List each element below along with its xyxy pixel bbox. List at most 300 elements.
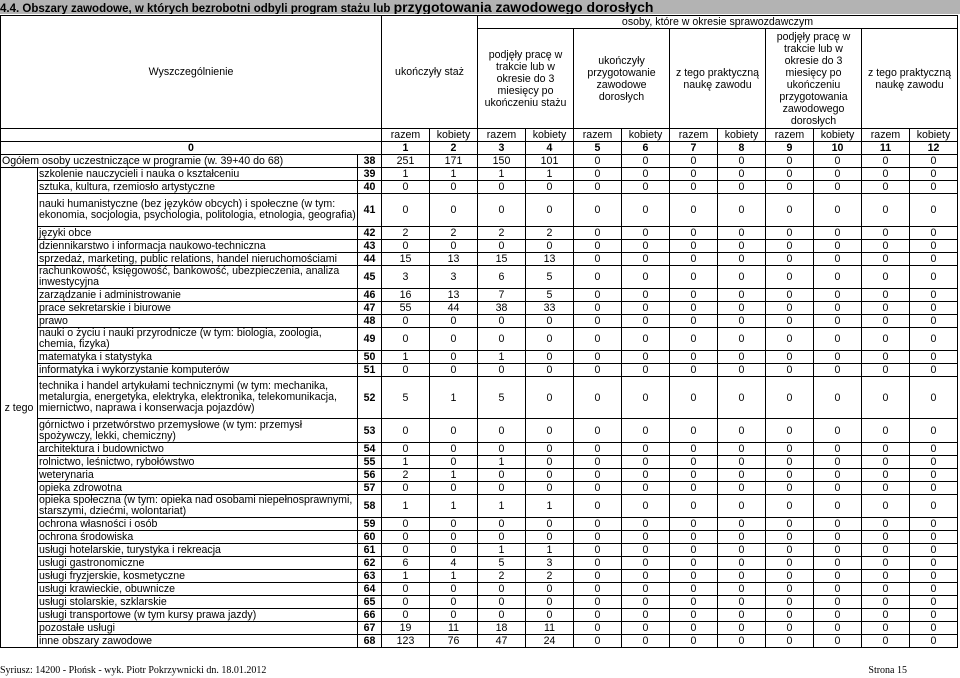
cell-value: 0 xyxy=(862,622,910,635)
cell-value: 0 xyxy=(910,155,958,168)
cell-value: 0 xyxy=(574,351,622,364)
table-row xyxy=(1,622,958,635)
cell-value: 0 xyxy=(478,419,526,443)
cell-value: 0 xyxy=(862,482,910,495)
row-label: ochrona środowiska xyxy=(38,531,358,544)
cell-value: 0 xyxy=(526,531,574,544)
cell-value: 3 xyxy=(382,266,430,289)
header-wyszczegolnienie: Wyszczególnienie xyxy=(1,16,382,129)
cell-value: 0 xyxy=(574,583,622,596)
cell-value: 0 xyxy=(526,456,574,469)
cell-value: 2 xyxy=(526,227,574,240)
header-group-3: ukończyły przygotowanie zawodowe dorosłych xyxy=(574,29,670,129)
cell-value: 101 xyxy=(526,155,574,168)
cell-value: 0 xyxy=(670,544,718,557)
cell-value: 0 xyxy=(718,557,766,570)
cell-value: 0 xyxy=(862,328,910,351)
cell-value: 0 xyxy=(718,609,766,622)
cell-value: 0 xyxy=(766,635,814,648)
cell-value: 0 xyxy=(718,482,766,495)
cell-value: 1 xyxy=(382,570,430,583)
header-group-6: z tego praktyczną naukę zawodu xyxy=(862,29,958,129)
cell-value: 0 xyxy=(574,168,622,181)
row-label: matematyka i statystyka xyxy=(38,351,358,364)
cell-value: 0 xyxy=(814,155,862,168)
cell-value: 1 xyxy=(478,544,526,557)
cell-value: 0 xyxy=(910,583,958,596)
table-row xyxy=(1,570,958,583)
row-number: 46 xyxy=(358,289,382,302)
cell-value: 0 xyxy=(718,635,766,648)
col-index-5: 5 xyxy=(574,142,622,155)
row-number: 38 xyxy=(358,155,382,168)
row-number: 60 xyxy=(358,531,382,544)
cell-value: 0 xyxy=(766,419,814,443)
cell-value: 0 xyxy=(814,168,862,181)
cell-value: 44 xyxy=(430,302,478,315)
cell-value: 19 xyxy=(382,622,430,635)
cell-value: 0 xyxy=(622,289,670,302)
cell-value: 0 xyxy=(910,377,958,419)
cell-value: 0 xyxy=(622,531,670,544)
cell-value: 0 xyxy=(670,253,718,266)
table-row xyxy=(1,315,958,328)
cell-value: 0 xyxy=(862,155,910,168)
row-number: 43 xyxy=(358,240,382,253)
row-label: opieka zdrowotna xyxy=(38,482,358,495)
cell-value: 0 xyxy=(766,351,814,364)
cell-value: 0 xyxy=(574,596,622,609)
cell-value: 0 xyxy=(526,583,574,596)
cell-value: 7 xyxy=(478,289,526,302)
cell-value: 0 xyxy=(574,302,622,315)
cell-value: 0 xyxy=(382,419,430,443)
row-number: 48 xyxy=(358,315,382,328)
cell-value: 11 xyxy=(430,622,478,635)
cell-value: 0 xyxy=(382,609,430,622)
subheader-kobiety: kobiety xyxy=(910,129,958,142)
cell-value: 0 xyxy=(574,315,622,328)
cell-value: 0 xyxy=(814,227,862,240)
col-index-10: 10 xyxy=(814,142,862,155)
subheader-kobiety: kobiety xyxy=(526,129,574,142)
cell-value: 13 xyxy=(430,289,478,302)
cell-value: 0 xyxy=(574,181,622,194)
row-label: sprzedaż, marketing, public relations, handel nieruchomościami xyxy=(38,253,358,266)
table-row xyxy=(1,596,958,609)
row-label: prace sekretarskie i biurowe xyxy=(38,302,358,315)
cell-value: 0 xyxy=(574,469,622,482)
cell-value: 38 xyxy=(478,302,526,315)
cell-value: 0 xyxy=(862,227,910,240)
cell-value: 0 xyxy=(718,315,766,328)
cell-value: 0 xyxy=(718,469,766,482)
cell-value: 0 xyxy=(910,315,958,328)
cell-value: 2 xyxy=(478,570,526,583)
cell-value: 0 xyxy=(622,227,670,240)
cell-value: 0 xyxy=(718,302,766,315)
cell-value: 0 xyxy=(766,570,814,583)
cell-value: 0 xyxy=(910,351,958,364)
cell-value: 0 xyxy=(718,596,766,609)
row-label: usługi transportowe (w tym kursy prawa jazdy) xyxy=(38,609,358,622)
cell-value: 251 xyxy=(382,155,430,168)
cell-value: 0 xyxy=(718,419,766,443)
cell-value: 0 xyxy=(574,289,622,302)
cell-value: 0 xyxy=(766,377,814,419)
col-index-11: 11 xyxy=(862,142,910,155)
cell-value: 0 xyxy=(622,456,670,469)
cell-value: 0 xyxy=(622,443,670,456)
table-row xyxy=(1,240,958,253)
col-index-0: 0 xyxy=(1,142,382,155)
cell-value: 0 xyxy=(526,482,574,495)
cell-value: 24 xyxy=(526,635,574,648)
cell-value: 0 xyxy=(526,518,574,531)
cell-value: 1 xyxy=(478,456,526,469)
row-label: rachunkowość, księgowość, bankowość, ubezpieczenia, analiza inwestycyjna xyxy=(38,266,358,289)
cell-value: 1 xyxy=(526,495,574,518)
col-index-7: 7 xyxy=(670,142,718,155)
cell-value: 1 xyxy=(430,495,478,518)
cell-value: 0 xyxy=(526,596,574,609)
cell-value: 0 xyxy=(574,622,622,635)
cell-value: 0 xyxy=(718,544,766,557)
cell-value: 1 xyxy=(478,351,526,364)
cell-value: 0 xyxy=(814,596,862,609)
row-label: górnictwo i przetwórstwo przemysłowe (w tym: przemysł spożywczy, lekki, chemiczny) xyxy=(38,419,358,443)
cell-value: 0 xyxy=(574,609,622,622)
cell-value: 1 xyxy=(382,456,430,469)
row-number: 59 xyxy=(358,518,382,531)
cell-value: 0 xyxy=(382,240,430,253)
cell-value: 2 xyxy=(430,227,478,240)
row-number: 68 xyxy=(358,635,382,648)
cell-value: 0 xyxy=(622,155,670,168)
cell-value: 0 xyxy=(574,495,622,518)
cell-value: 0 xyxy=(478,596,526,609)
cell-value: 0 xyxy=(862,609,910,622)
cell-value: 0 xyxy=(766,482,814,495)
cell-value: 0 xyxy=(574,570,622,583)
cell-value: 0 xyxy=(814,544,862,557)
cell-value: 0 xyxy=(862,518,910,531)
cell-value: 150 xyxy=(478,155,526,168)
row-label: weterynaria xyxy=(38,469,358,482)
cell-value: 33 xyxy=(526,302,574,315)
cell-value: 0 xyxy=(862,302,910,315)
cell-value: 0 xyxy=(622,253,670,266)
cell-value: 0 xyxy=(910,289,958,302)
row-number: 40 xyxy=(358,181,382,194)
cell-value: 0 xyxy=(814,570,862,583)
row-label: prawo xyxy=(38,315,358,328)
cell-value: 0 xyxy=(766,609,814,622)
row-label: usługi gastronomiczne xyxy=(38,557,358,570)
cell-value: 0 xyxy=(814,364,862,377)
cell-value: 0 xyxy=(622,328,670,351)
cell-value: 0 xyxy=(718,456,766,469)
cell-value: 0 xyxy=(862,469,910,482)
cell-value: 13 xyxy=(430,253,478,266)
cell-value: 0 xyxy=(766,302,814,315)
cell-value: 0 xyxy=(910,570,958,583)
table-row xyxy=(1,443,958,456)
cell-value: 0 xyxy=(670,596,718,609)
cell-value: 0 xyxy=(574,482,622,495)
cell-value: 0 xyxy=(862,289,910,302)
subheader-razem: razem xyxy=(478,129,526,142)
row-label: języki obce xyxy=(38,227,358,240)
row-number: 51 xyxy=(358,364,382,377)
cell-value: 0 xyxy=(622,583,670,596)
cell-value: 0 xyxy=(526,443,574,456)
cell-value: 0 xyxy=(766,622,814,635)
cell-value: 0 xyxy=(574,377,622,419)
cell-value: 0 xyxy=(766,596,814,609)
table-row xyxy=(1,351,958,364)
table-row xyxy=(1,266,958,289)
cell-value: 0 xyxy=(814,240,862,253)
table-row xyxy=(1,635,958,648)
cell-value: 0 xyxy=(574,194,622,227)
table-row xyxy=(1,289,958,302)
cell-value: 0 xyxy=(430,544,478,557)
col-index-4: 4 xyxy=(526,142,574,155)
cell-value: 0 xyxy=(526,469,574,482)
subheader-razem: razem xyxy=(574,129,622,142)
cell-value: 0 xyxy=(478,443,526,456)
cell-value: 1 xyxy=(478,168,526,181)
cell-value: 15 xyxy=(478,253,526,266)
cell-value: 0 xyxy=(670,482,718,495)
cell-value: 0 xyxy=(526,351,574,364)
cell-value: 2 xyxy=(382,227,430,240)
cell-value: 0 xyxy=(622,315,670,328)
row-label: ochrona własności i osób xyxy=(38,518,358,531)
cell-value: 0 xyxy=(526,315,574,328)
cell-value: 55 xyxy=(382,302,430,315)
cell-value: 0 xyxy=(478,181,526,194)
cell-value: 0 xyxy=(814,456,862,469)
cell-value: 0 xyxy=(862,544,910,557)
cell-value: 0 xyxy=(766,443,814,456)
cell-value: 0 xyxy=(430,583,478,596)
cell-value: 0 xyxy=(430,194,478,227)
cell-value: 0 xyxy=(382,544,430,557)
cell-value: 0 xyxy=(814,266,862,289)
header-osoby: osoby, które w okresie sprawozdawczym xyxy=(478,16,958,29)
cell-value: 1 xyxy=(430,570,478,583)
subheader-kobiety: kobiety xyxy=(622,129,670,142)
cell-value: 0 xyxy=(622,495,670,518)
cell-value: 0 xyxy=(670,364,718,377)
subheader-razem: razem xyxy=(382,129,430,142)
cell-value: 0 xyxy=(718,194,766,227)
subheader-kobiety: kobiety xyxy=(718,129,766,142)
cell-value: 0 xyxy=(910,328,958,351)
cell-value: 0 xyxy=(430,351,478,364)
cell-value: 0 xyxy=(622,635,670,648)
row-number: 63 xyxy=(358,570,382,583)
cell-value: 0 xyxy=(670,227,718,240)
row-number: 66 xyxy=(358,609,382,622)
row-label: sztuka, kultura, rzemiosło artystyczne xyxy=(38,181,358,194)
cell-value: 0 xyxy=(718,518,766,531)
cell-value: 5 xyxy=(526,289,574,302)
table-row xyxy=(1,253,958,266)
cell-value: 0 xyxy=(862,531,910,544)
cell-value: 0 xyxy=(526,328,574,351)
cell-value: 0 xyxy=(670,240,718,253)
cell-value: 0 xyxy=(382,181,430,194)
row-label: zarządzanie i administrowanie xyxy=(38,289,358,302)
cell-value: 0 xyxy=(766,364,814,377)
cell-value: 0 xyxy=(670,622,718,635)
cell-value: 0 xyxy=(622,351,670,364)
cell-value: 0 xyxy=(622,377,670,419)
cell-value: 15 xyxy=(382,253,430,266)
cell-value: 0 xyxy=(766,227,814,240)
cell-value: 0 xyxy=(526,181,574,194)
row-label: szkolenie nauczycieli i nauka o kształceniu xyxy=(38,168,358,181)
col-index-6: 6 xyxy=(622,142,670,155)
cell-value: 0 xyxy=(862,443,910,456)
cell-value: 0 xyxy=(382,315,430,328)
cell-value: 0 xyxy=(622,596,670,609)
cell-value: 0 xyxy=(862,315,910,328)
cell-value: 0 xyxy=(718,155,766,168)
cell-value: 0 xyxy=(382,518,430,531)
row-number: 57 xyxy=(358,482,382,495)
cell-value: 0 xyxy=(814,377,862,419)
cell-value: 0 xyxy=(766,266,814,289)
cell-value: 0 xyxy=(910,419,958,443)
row-label: inne obszary zawodowe xyxy=(38,635,358,648)
cell-value: 0 xyxy=(910,302,958,315)
cell-value: 0 xyxy=(478,482,526,495)
row-number: 47 xyxy=(358,302,382,315)
cell-value: 0 xyxy=(670,351,718,364)
cell-value: 0 xyxy=(910,194,958,227)
cell-value: 0 xyxy=(814,609,862,622)
cell-value: 0 xyxy=(430,364,478,377)
cell-value: 0 xyxy=(478,194,526,227)
cell-value: 0 xyxy=(718,227,766,240)
cell-value: 0 xyxy=(574,557,622,570)
subheader-razem: razem xyxy=(670,129,718,142)
cell-value: 0 xyxy=(622,622,670,635)
cell-value: 0 xyxy=(622,302,670,315)
title-prefix: 4.4. Obszary zawodowe, w których bezrobotni odbyli program stażu lub xyxy=(0,3,394,14)
cell-value: 0 xyxy=(478,518,526,531)
cell-value: 0 xyxy=(862,377,910,419)
cell-value: 0 xyxy=(814,443,862,456)
subheader-razem: razem xyxy=(862,129,910,142)
cell-value: 0 xyxy=(574,544,622,557)
cell-value: 0 xyxy=(622,266,670,289)
cell-value: 0 xyxy=(814,315,862,328)
cell-value: 0 xyxy=(814,635,862,648)
table-row xyxy=(1,544,958,557)
row-label: rolnictwo, leśnictwo, rybołówstwo xyxy=(38,456,358,469)
cell-value: 0 xyxy=(766,194,814,227)
cell-value: 0 xyxy=(670,328,718,351)
row-label: usługi fryzjerskie, kosmetyczne xyxy=(38,570,358,583)
cell-value: 0 xyxy=(814,495,862,518)
subheader-kobiety: kobiety xyxy=(430,129,478,142)
table-row xyxy=(1,181,958,194)
table-row xyxy=(1,364,958,377)
cell-value: 2 xyxy=(478,227,526,240)
footer-page-number: Strona 15 xyxy=(868,665,907,676)
cell-value: 0 xyxy=(622,364,670,377)
cell-value: 0 xyxy=(574,253,622,266)
cell-value: 0 xyxy=(718,377,766,419)
cell-value: 0 xyxy=(526,364,574,377)
cell-value: 0 xyxy=(862,596,910,609)
cell-value: 0 xyxy=(718,583,766,596)
cell-value: 0 xyxy=(670,168,718,181)
table-row xyxy=(1,155,958,168)
cell-value: 0 xyxy=(766,328,814,351)
cell-value: 0 xyxy=(814,518,862,531)
cell-value: 0 xyxy=(574,266,622,289)
cell-value: 0 xyxy=(670,181,718,194)
cell-value: 5 xyxy=(526,266,574,289)
row-number: 49 xyxy=(358,328,382,351)
cell-value: 0 xyxy=(862,557,910,570)
cell-value: 0 xyxy=(430,315,478,328)
table-row xyxy=(1,227,958,240)
cell-value: 0 xyxy=(718,168,766,181)
cell-value: 0 xyxy=(478,609,526,622)
cell-value: 0 xyxy=(910,482,958,495)
cell-value: 11 xyxy=(526,622,574,635)
cell-value: 0 xyxy=(670,635,718,648)
cell-value: 0 xyxy=(430,328,478,351)
cell-value: 0 xyxy=(766,289,814,302)
cell-value: 0 xyxy=(862,351,910,364)
cell-value: 2 xyxy=(526,570,574,583)
z-tego-label: z tego xyxy=(1,168,38,648)
cell-value: 0 xyxy=(766,240,814,253)
cell-value: 0 xyxy=(910,557,958,570)
cell-value: 0 xyxy=(766,168,814,181)
cell-value: 0 xyxy=(670,302,718,315)
cell-value: 16 xyxy=(382,289,430,302)
cell-value: 0 xyxy=(814,351,862,364)
row-label: nauki humanistyczne (bez języków obcych) i społeczne (w tym: ekonomia, socjologia, psychologia, politologia, etnologia, geografia) xyxy=(38,194,358,227)
subheader-razem: razem xyxy=(766,129,814,142)
table-row xyxy=(1,168,958,181)
cell-value: 0 xyxy=(622,609,670,622)
row-label: usługi stolarskie, szklarskie xyxy=(38,596,358,609)
cell-value: 76 xyxy=(430,635,478,648)
row-number: 44 xyxy=(358,253,382,266)
cell-value: 0 xyxy=(526,194,574,227)
cell-value: 0 xyxy=(718,622,766,635)
footer-source: Syriusz: 14200 - Płońsk - wyk. Piotr Pokrzywnicki dn. 18.01.2012 xyxy=(0,665,267,676)
cell-value: 0 xyxy=(766,155,814,168)
col-index-2: 2 xyxy=(430,142,478,155)
cell-value: 0 xyxy=(766,557,814,570)
cell-value: 0 xyxy=(478,583,526,596)
header-group-2: podjęły pracę w trakcie lub w okresie do 3 miesięcy po ukończeniu stażu xyxy=(478,29,574,129)
cell-value: 0 xyxy=(478,364,526,377)
col-index-9: 9 xyxy=(766,142,814,155)
cell-value: 0 xyxy=(430,419,478,443)
